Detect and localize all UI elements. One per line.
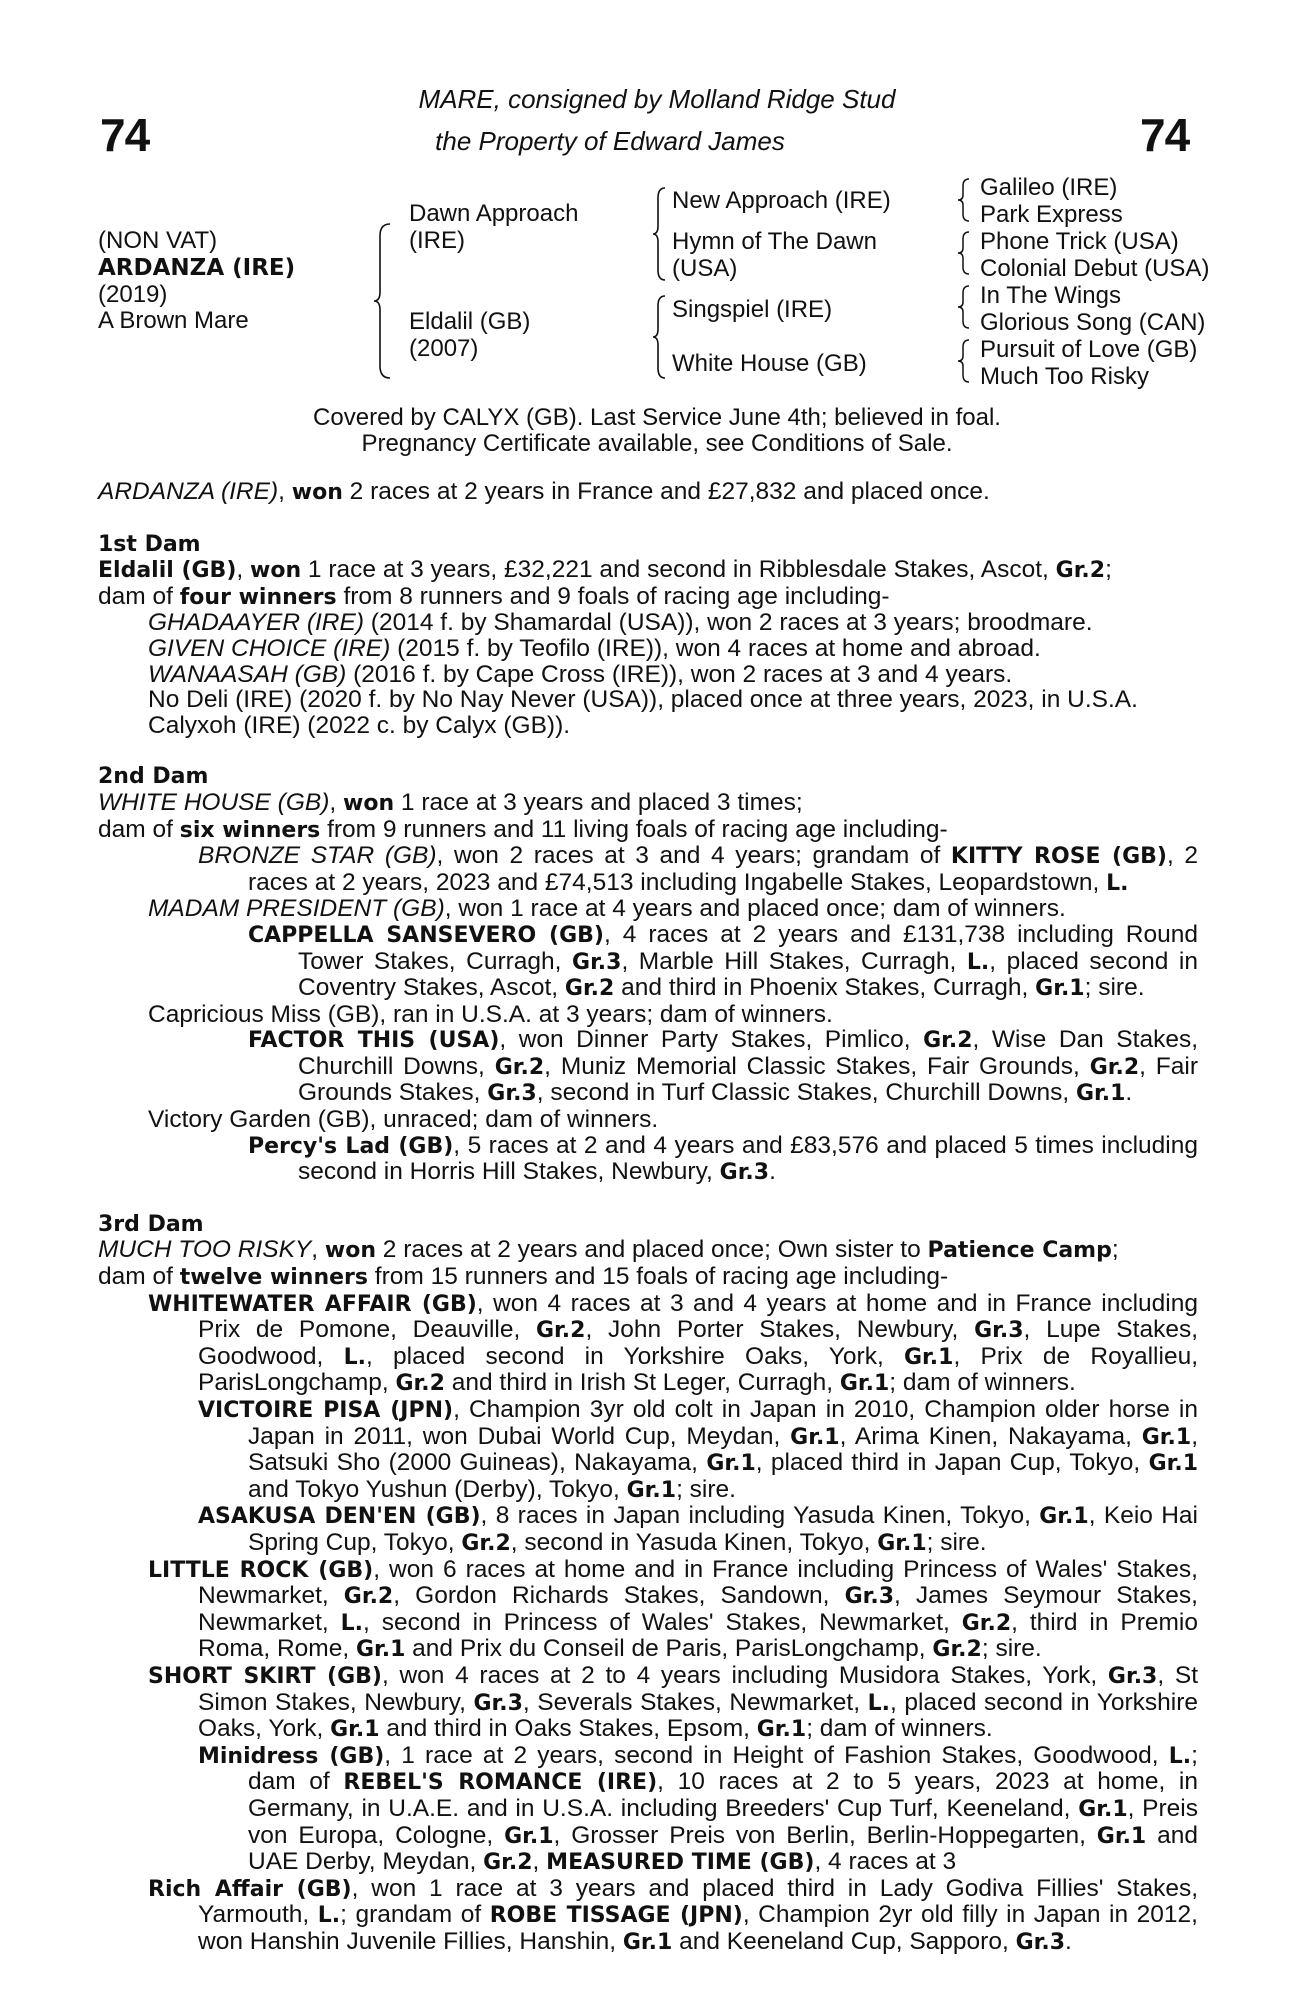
rich-affair-entry: [98, 1876, 1198, 1956]
grade: Gr.1: [504, 1823, 554, 1849]
text: , placed second in Yorkshire Oaks, York,: [198, 1688, 1198, 1743]
sire-dam: [672, 229, 877, 282]
horse-name: ARDANZA (IRE): [98, 254, 296, 281]
text: , John Porter Stakes, Newbury,: [585, 1316, 975, 1344]
covering-line-2: Pregnancy Certificate available, see Conditions of Sale.: [361, 430, 953, 457]
text: , Muniz Memorial Classic Stakes, Fair Grounds,: [544, 1052, 1090, 1080]
first-dam-name: Eldalil (GB): [98, 558, 237, 584]
offspring-name: GIVEN CHOICE (IRE): [148, 634, 391, 662]
offspring-name: MADAM PRESIDENT (GB): [148, 895, 445, 923]
sister-name: Patience Camp: [927, 1238, 1112, 1264]
offspring-3: [98, 662, 1198, 688]
first-dam-line: Eldalil (GB), won 1 race at 3 years, £32,221 and second in Ribblesdale Stakes, Ascot, Gr.2;: [98, 556, 1112, 584]
pedigree-brace-g4: [956, 337, 972, 385]
text: and Tokyo Yushun (Derby), Tokyo,: [248, 1475, 627, 1503]
third-dam-line: MUCH TOO RISKY, won 2 races at 2 years and placed once; Own sister to Patience Camp;: [98, 1236, 1119, 1264]
dam-sire: Singspiel (IRE): [672, 296, 833, 323]
text: and Keeneland Cup, Sapporo,: [672, 1927, 1016, 1955]
winners-count: four winners: [179, 584, 337, 610]
grade: Gr.3: [844, 1584, 894, 1610]
text: , James Seymour Stakes, Newmarket,: [198, 1582, 1198, 1636]
grade: Gr.2: [461, 1530, 511, 1556]
text: ; sire.: [1084, 974, 1145, 1002]
grade: Gr.3: [1107, 1663, 1158, 1689]
grandoffspring-name: ROBE TISSAGE (JPN): [489, 1903, 743, 1929]
text: , 8 races in Japan including Yasuda Kinen, Tokyo,: [480, 1502, 1040, 1530]
text: ;: [1111, 1236, 1119, 1264]
text: ; sire.: [981, 1635, 1042, 1663]
ggp-2: Park Express: [980, 201, 1123, 228]
grade: Gr.1: [626, 1477, 677, 1503]
asakusa-entry: [98, 1503, 1198, 1556]
sire-dam-name: Hymn of The Dawn: [672, 228, 877, 255]
grade: Gr.1: [706, 1451, 756, 1477]
listed: L.: [317, 1903, 341, 1929]
percys-lad-entry: [98, 1133, 1198, 1186]
offspring-name: LITTLE ROCK (GB): [148, 1557, 374, 1583]
pedigree-brace-g3: [956, 283, 972, 331]
little-rock-entry: [98, 1557, 1198, 1663]
text: dam of: [98, 1263, 180, 1291]
grade: Gr.2: [1055, 558, 1106, 584]
lot-number-left: 74: [100, 109, 150, 161]
text: ; sire.: [676, 1475, 736, 1503]
text: and third in Irish St Leger, Curragh,: [444, 1369, 840, 1397]
offspring-name: GHADAAYER (IRE): [148, 609, 364, 637]
second-dam-heading: 2nd Dam: [98, 764, 209, 790]
covering-note: [0, 405, 1314, 457]
dam-dam: White House (GB): [672, 350, 867, 377]
grade: Gr.1: [1035, 976, 1085, 1002]
text: , second in Princess of Wales' Stakes, Newmarket,: [363, 1608, 962, 1636]
bronze-star-entry: [98, 843, 1198, 896]
pedigree-brace-main: [372, 222, 394, 380]
cappella-entry: [98, 922, 1198, 1002]
grandoffspring-name: ASAKUSA DEN'EN (GB): [198, 1504, 481, 1530]
text: , 5 races at 2 and 4 years and £83,576 and placed 5 times including second in Horris Hill Stakes, Newbury,: [298, 1131, 1198, 1186]
consignor-line: MARE, consigned by Molland Ridge Stud: [418, 84, 896, 114]
grade: Gr.2: [564, 976, 615, 1002]
text: ; dam of winners.: [806, 1715, 993, 1743]
grade: Gr.1: [756, 1717, 807, 1743]
first-dam-produce: [98, 584, 1198, 611]
text: and third in Oaks Stakes, Epsom,: [379, 1715, 757, 1743]
text: , second in Yasuda Kinen, Tokyo,: [510, 1528, 878, 1556]
madam-president-entry: [98, 896, 1198, 922]
text: , placed second in Yorkshire Oaks, York,: [365, 1342, 904, 1370]
dam: [409, 309, 530, 362]
intro-won: won: [291, 480, 343, 505]
text: , third in Premio Roma, Rome,: [198, 1608, 1199, 1663]
text: ; dam of: [248, 1741, 1198, 1796]
text: , Severals Stakes, Newmarket,: [522, 1688, 868, 1716]
text: , Marble Hill Stakes, Curragh,: [621, 947, 967, 975]
text: , won 1 race at 4 years and placed once; dam of winners.: [444, 895, 1066, 923]
grade: Gr.3: [974, 1318, 1024, 1344]
text: ; sire.: [926, 1528, 987, 1556]
third-dam-produce: [98, 1264, 1198, 1291]
sire-dam-country: (USA): [672, 254, 738, 282]
text: , won 4 races at 3 and 4 years at home and in France including Prix de Pomone, Deauville,: [198, 1289, 1198, 1344]
grade: Gr.2: [1089, 1054, 1140, 1080]
text: (2015 f. by Teofilo (IRE)), won 4 races at home and abroad.: [390, 634, 1041, 662]
grade: Gr.1: [1039, 1504, 1089, 1530]
text: .: [1125, 1079, 1133, 1107]
minidress-entry: [98, 1743, 1198, 1876]
grade: Gr.2: [395, 1371, 445, 1397]
ggp-6: Glorious Song (CAN): [980, 309, 1206, 336]
text: , won Dinner Party Stakes, Pimlico,: [499, 1026, 924, 1054]
grade: Gr.1: [904, 1344, 954, 1370]
text: , second in Turf Classic Stakes, Churchill Downs,: [536, 1079, 1076, 1107]
text: , won 1 race at 3 years and placed third in Lady Godiva Fillies' Stakes, Yarmouth,: [198, 1874, 1198, 1929]
grade: Gr.2: [932, 1637, 982, 1663]
grade: Gr.1: [839, 1371, 890, 1397]
ggp-8: Much Too Risky: [980, 363, 1149, 390]
second-dam-line: WHITE HOUSE (GB), won 1 race at 3 years and placed 3 times;: [98, 788, 803, 816]
offspring-name: WHITEWATER AFFAIR (GB): [148, 1291, 477, 1317]
text: ,: [532, 1848, 547, 1876]
text: , won 6 races at home and in France including Princess of Wales' Stakes, Newmarket,: [198, 1555, 1198, 1610]
text: , Preis von Europa, Cologne,: [248, 1794, 1199, 1849]
won-label: won: [343, 790, 395, 816]
grade: Gr.1: [1075, 1081, 1126, 1107]
text: and third in Phoenix Stakes, Curragh,: [614, 974, 1036, 1002]
text: , Fair Grounds Stakes,: [298, 1052, 1198, 1107]
text: ;: [1105, 556, 1112, 584]
horse-year: (2019): [98, 280, 168, 308]
text: 2 races at 2 years and placed once; Own sister to: [376, 1236, 928, 1264]
text: , Grosser Preis von Berlin, Berlin-Hoppegarten,: [553, 1821, 1097, 1849]
victoire-pisa-entry: [98, 1397, 1198, 1503]
text: dam of: [98, 815, 180, 843]
text: , placed second in Coventry Stakes, Ascot,: [298, 947, 1198, 1002]
offspring-name: WANAASAH (GB): [148, 660, 347, 688]
text: , 4 races at 3: [814, 1848, 957, 1876]
sire-sire: New Approach (IRE): [672, 187, 891, 214]
grandoffspring-name: CAPPELLA SANSEVERO (GB): [248, 922, 604, 948]
intro-text: 2 races at 2 years in France and £27,832 and placed once.: [342, 478, 990, 505]
great-grandoffspring-name: MEASURED TIME (GB): [546, 1850, 815, 1876]
dam-year: (2007): [409, 334, 479, 362]
text: and UAE Derby, Meydan,: [248, 1821, 1198, 1876]
text: , 4 races at 2 years and £131,738 including Round Tower Stakes, Curragh,: [298, 920, 1198, 975]
winners-count: six winners: [179, 817, 321, 843]
second-dam-name: WHITE HOUSE (GB): [98, 788, 330, 816]
grade: Gr.2: [483, 1850, 533, 1876]
text: 1 race at 3 years, £32,221 and second in Ribblesdale Stakes, Ascot,: [301, 556, 1056, 584]
grandoffspring-name: Percy's Lad (GB): [248, 1133, 454, 1159]
pedigree-brace-sire: [652, 186, 668, 282]
ggp-3: Phone Trick (USA): [980, 228, 1179, 255]
text: , St Simon Stakes, Newbury,: [198, 1661, 1199, 1716]
text: , Satsuki Sho (2000 Guineas), Nakayama,: [248, 1422, 1198, 1477]
offspring-5: Calyxoh (IRE) (2022 c. by Calyx (GB)).: [148, 711, 571, 739]
pedigree-brace-g2: [956, 229, 972, 277]
ggp-7: Pursuit of Love (GB): [980, 336, 1198, 363]
listed: L.: [343, 1344, 366, 1370]
listed: L.: [966, 949, 990, 975]
text: , Arima Kinen, Nakayama,: [839, 1422, 1142, 1450]
text: , 1 race at 2 years, second in Height of Fashion Stakes, Goodwood,: [384, 1741, 1169, 1769]
grade: Gr.2: [343, 1584, 394, 1610]
pedigree-brace-g1: [956, 176, 972, 224]
text: , Champion 3yr old colt in Japan in 2010, Champion older horse in Japan in 2011, won Dubai World Cup, Meydan,: [248, 1396, 1198, 1450]
grade: Gr.1: [1148, 1451, 1198, 1477]
sire: Dawn Approach (IRE): [409, 200, 579, 254]
grade: Gr.1: [1078, 1796, 1128, 1822]
text: , 2 races at 2 years, 2023 and £74,513 including Ingabelle Stakes, Leopardstown,: [248, 842, 1199, 896]
grade: Gr.3: [473, 1690, 523, 1716]
grade: Gr.1: [877, 1530, 927, 1556]
won-label: won: [324, 1238, 376, 1264]
grandoffspring-name: KITTY ROSE (GB): [950, 844, 1167, 870]
first-dam-heading: 1st Dam: [98, 531, 201, 557]
text: , Prix de Royallieu, ParisLongchamp,: [198, 1342, 1198, 1397]
text: , 10 races at 2 to 5 years, 2023 at home, in Germany, in U.A.E. and in U.S.A. including Breeders' Cup Turf, Keeneland,: [248, 1768, 1198, 1822]
intro-paragraph: ARDANZA (IRE), won 2 races at 2 years in France and £27,832 and placed once.: [98, 478, 990, 505]
offspring-name: SHORT SKIRT (GB): [148, 1663, 382, 1689]
grade: Gr.3: [1015, 1929, 1066, 1955]
offspring-4: No Deli (IRE) (2020 f. by No Nay Never (USA)), placed once at three years, 2023, in U.S.A.: [148, 686, 1138, 714]
intro-horse-name: ARDANZA (IRE): [98, 478, 279, 505]
text: ; dam of winners.: [889, 1369, 1076, 1397]
great-grandoffspring-name: REBEL'S ROMANCE (IRE): [343, 1770, 658, 1796]
won-label: won: [250, 558, 302, 584]
listed: L.: [1106, 870, 1129, 896]
ggp-5: In The Wings: [980, 282, 1121, 309]
covering-line-1: Covered by CALYX (GB). Last Service June 4th; believed in foal.: [313, 404, 1001, 431]
winners-count: twelve winners: [179, 1265, 368, 1291]
text: (2016 f. by Cape Cross (IRE)), won 2 races at 3 and 4 years.: [346, 660, 1013, 688]
grade: Gr.1: [1141, 1424, 1192, 1450]
listed: L.: [340, 1610, 363, 1636]
grade: Gr.2: [536, 1318, 586, 1344]
grade: Gr.1: [790, 1424, 840, 1450]
catalogue-body: [98, 479, 1198, 1955]
grade: Gr.1: [1096, 1823, 1147, 1849]
great-grandparents: [980, 174, 1209, 390]
text: dam of: [98, 582, 180, 610]
listed: L.: [1168, 1743, 1192, 1769]
factor-this-entry: [98, 1027, 1198, 1107]
grade: Gr.1: [330, 1717, 380, 1743]
vat-status: (NON VAT): [98, 227, 218, 254]
whitewater-entry: [98, 1291, 1198, 1397]
capricious-entry: Capricious Miss (GB), ran in U.S.A. at 3 years; dam of winners.: [148, 1000, 833, 1028]
horse-identity: [98, 228, 295, 335]
text: , Keio Hai Spring Cup, Tokyo,: [248, 1502, 1198, 1556]
listed: L.: [867, 1690, 890, 1716]
text: , placed third in Japan Cup, Tokyo,: [755, 1449, 1149, 1477]
text: from 9 runners and 11 living foals of racing age including-: [320, 815, 948, 843]
property-line: the Property of Edward James: [435, 126, 785, 156]
text: .: [769, 1158, 776, 1186]
offspring-1: [98, 610, 1198, 636]
offspring-name: BRONZE STAR (GB): [198, 842, 437, 870]
grade: Gr.1: [355, 1637, 406, 1663]
third-dam-name: MUCH TOO RISKY: [98, 1236, 312, 1264]
text: and Prix du Conseil de Paris, ParisLongchamp,: [405, 1635, 933, 1663]
grandoffspring-name: VICTOIRE PISA (JPN): [198, 1398, 454, 1423]
grandoffspring-name: FACTOR THIS (USA): [248, 1028, 500, 1054]
grade: Gr.3: [572, 949, 622, 975]
text: from 15 runners and 15 foals of racing age including-: [368, 1263, 949, 1291]
pedigree-brace-dam: [652, 294, 668, 380]
text: from 8 runners and 9 foals of racing age including-: [336, 582, 890, 610]
text: ; grandam of: [340, 1901, 490, 1929]
offspring-name: Rich Affair (GB): [148, 1876, 352, 1902]
text: , Champion 2yr old filly in Japan in 2012, won Hanshin Juvenile Fillies, Hanshin,: [198, 1901, 1198, 1955]
dam-name: Eldalil (GB): [409, 308, 531, 335]
grade: Gr.1: [622, 1929, 673, 1955]
lot-number-right: 74: [1140, 109, 1190, 161]
ggp-4: Colonial Debut (USA): [980, 255, 1210, 282]
grandoffspring-name: Minidress (GB): [198, 1743, 385, 1769]
offspring-2: [98, 636, 1198, 662]
grade: Gr.2: [494, 1054, 545, 1080]
text: 1 race at 3 years and placed 3 times;: [394, 788, 803, 816]
text: .: [1065, 1927, 1072, 1955]
grade: Gr.3: [719, 1160, 770, 1186]
text: , Wise Dan Stakes, Churchill Downs,: [298, 1026, 1199, 1080]
text: , won 2 races at 3 and 4 years; grandam of: [436, 842, 951, 870]
text: (2014 f. by Shamardal (USA)), won 2 races at 3 years; broodmare.: [364, 609, 1093, 637]
horse-description: A Brown Mare: [98, 307, 249, 334]
text: , Lupe Stakes, Goodwood,: [198, 1316, 1198, 1370]
grade: Gr.2: [961, 1610, 1012, 1636]
victory-garden-entry: Victory Garden (GB), unraced; dam of winners.: [148, 1106, 659, 1134]
text: , won 4 races at 2 to 4 years including Musidora Stakes, York,: [381, 1661, 1108, 1689]
grade: Gr.2: [923, 1028, 973, 1054]
short-skirt-entry: [98, 1663, 1198, 1743]
text: , Gordon Richards Stakes, Sandown,: [393, 1582, 845, 1610]
second-dam-produce: [98, 817, 1198, 844]
third-dam-heading: 3rd Dam: [98, 1211, 204, 1237]
ggp-1: Galileo (IRE): [980, 174, 1118, 201]
grade: Gr.3: [487, 1081, 537, 1107]
